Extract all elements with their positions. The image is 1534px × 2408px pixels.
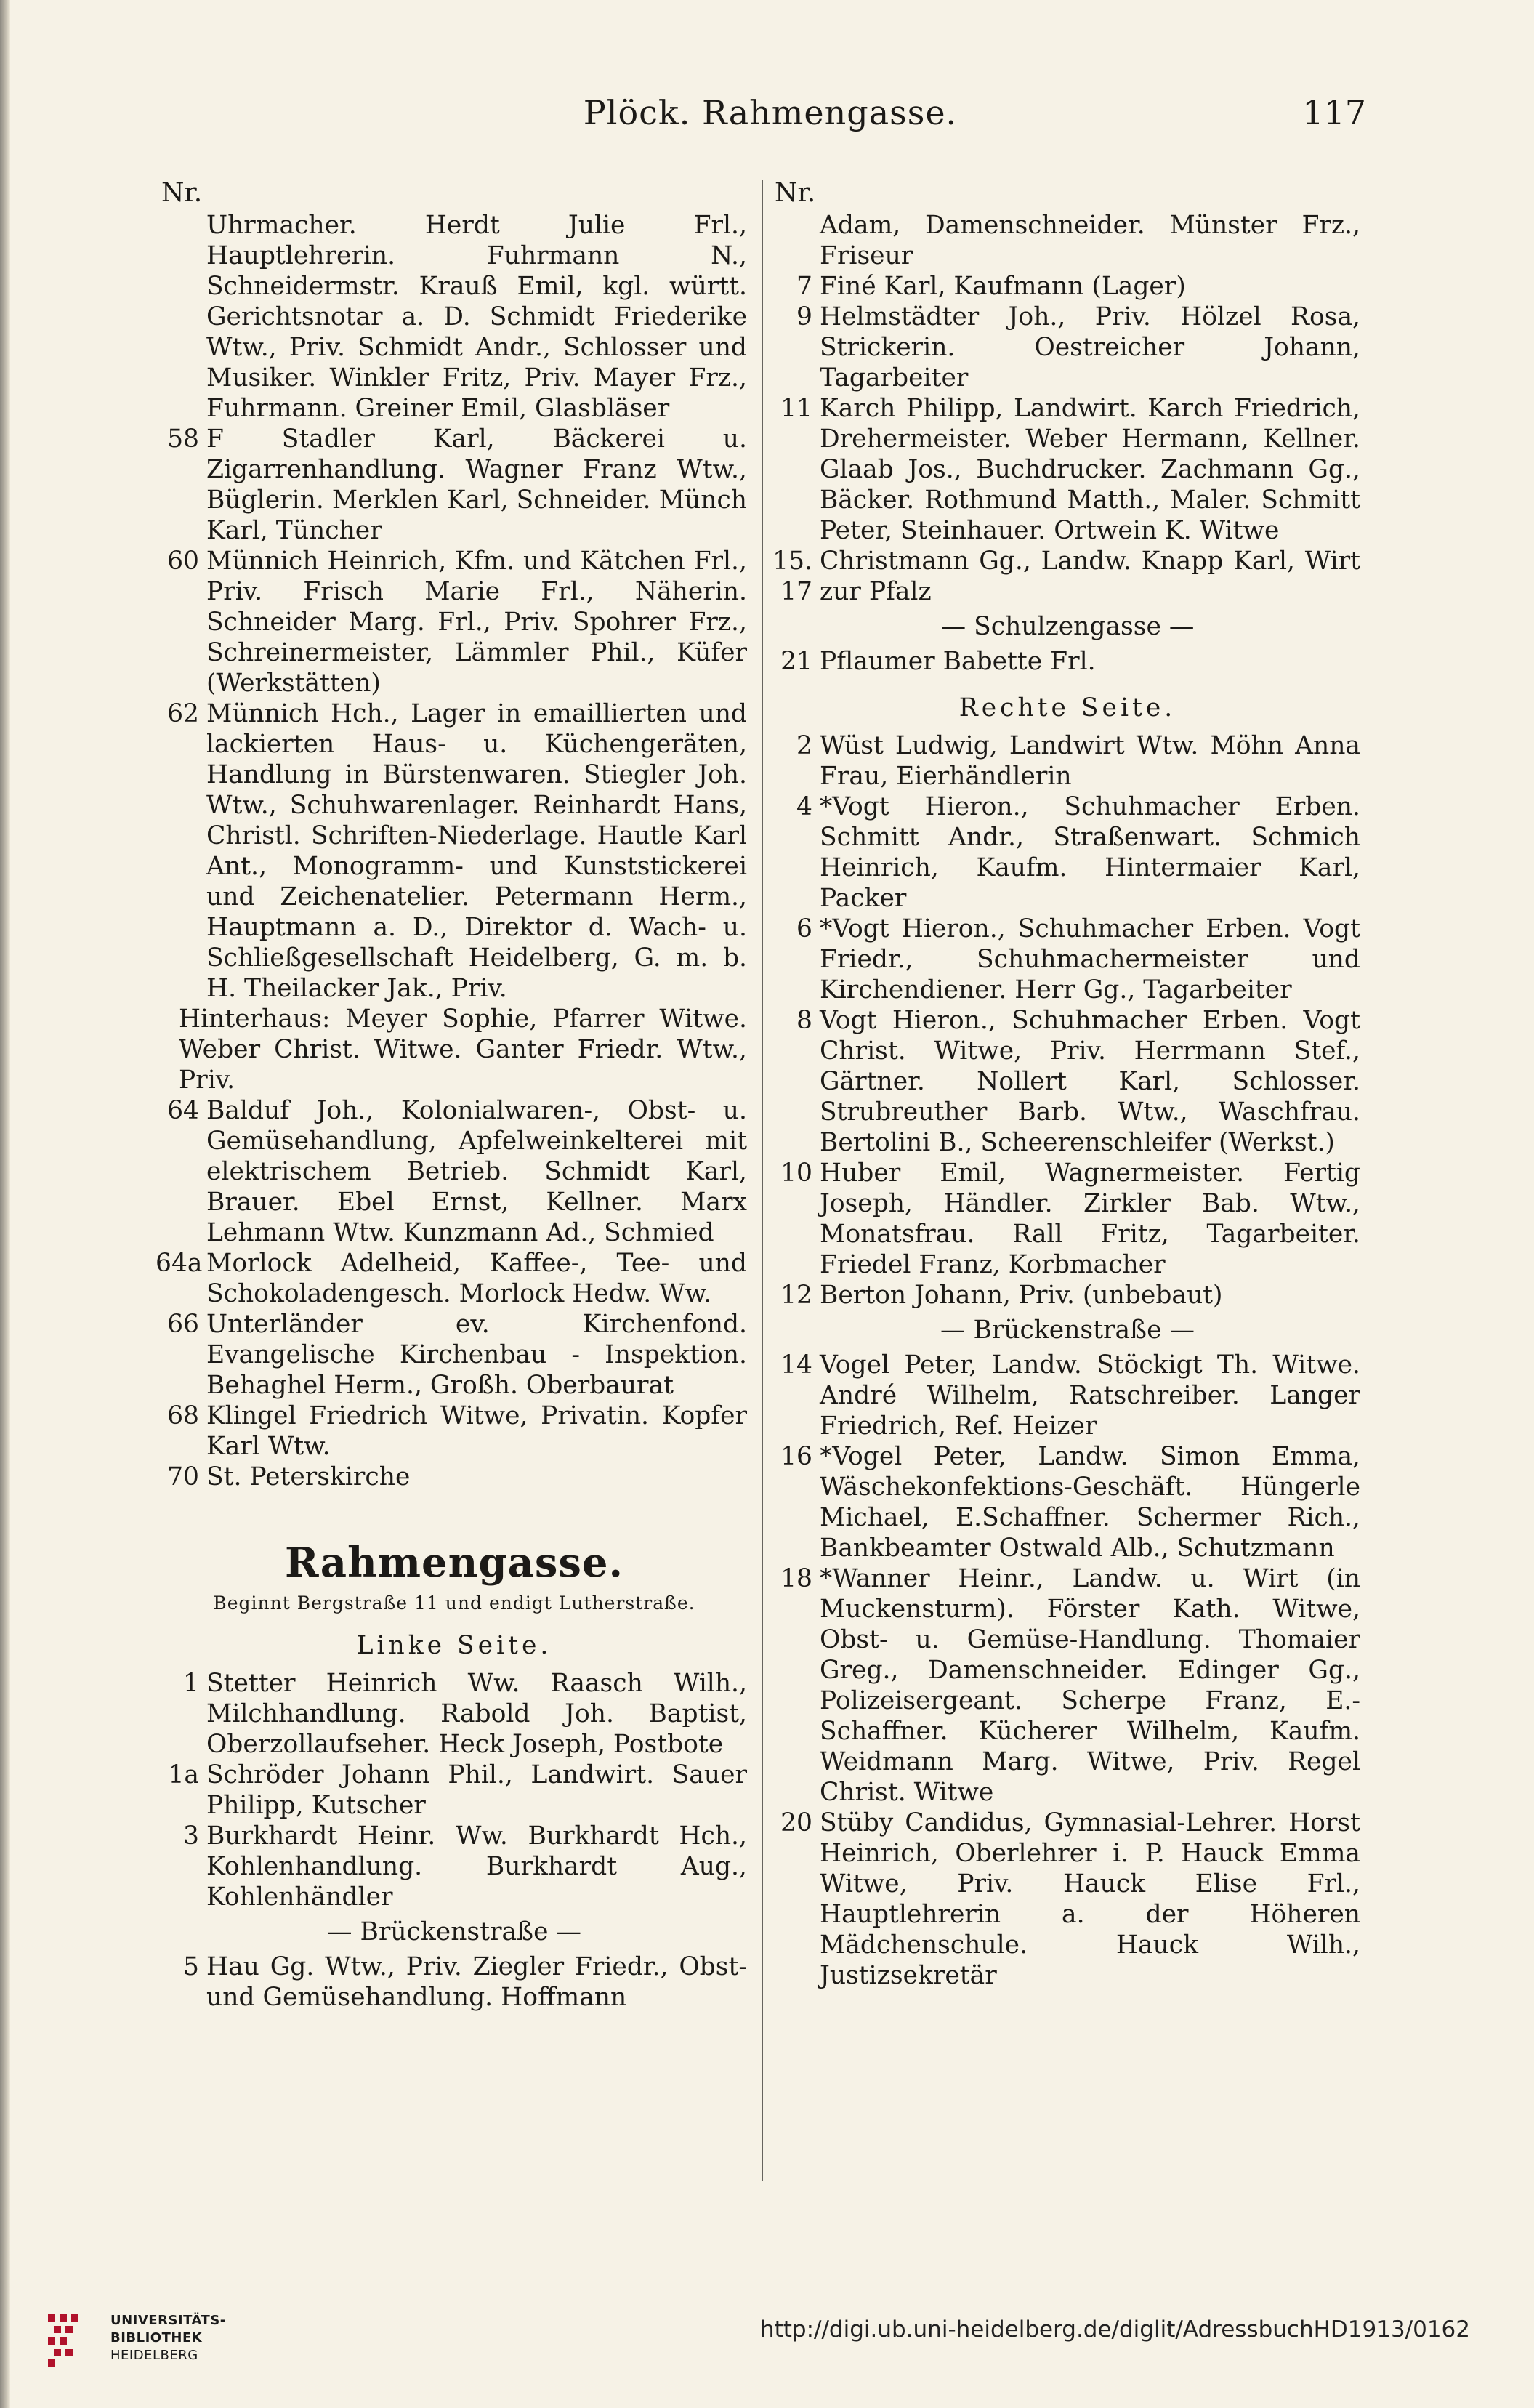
house-number: 3: [183, 1821, 199, 1851]
resident-text: Karch Philipp, Landwirt. Karch Friedrich, Drehermeister. Weber Hermann, Kellner. Glaab Jos., Buchdrucker. Zachmann Gg., Bäcker. Rothmund Matth., Maler. Schmitt Peter, Steinhauer. Ortwein K. Witwe: [820, 394, 1360, 545]
resident-text: Stüby Candidus, Gymnasial-Lehrer. Horst Heinrich, Oberlehrer i. P. Hauck Emma Witwe, Priv. Hauck Elise Frl., Hauptlehrerin a. der Höheren Mädchenschule. Hauck Wilh., Justizsekretär: [820, 1808, 1360, 1990]
house-number: 70: [167, 1462, 199, 1491]
address-entry: [775, 1563, 1360, 1808]
address-entry: [775, 1280, 1360, 1310]
entry-list: [775, 646, 1360, 677]
house-number: 58: [167, 424, 199, 454]
address-entry: [775, 1808, 1360, 1991]
resident-text: Finé Karl, Kaufmann (Lager): [820, 272, 1186, 301]
resident-text: Hau Gg. Wtw., Priv. Ziegler Friedr., Obst- und Gemüsehandlung. Hoffmann: [206, 1952, 747, 2012]
address-entry: [775, 730, 1360, 792]
running-title: Plöck. Rahmengasse.: [583, 93, 958, 132]
library-line: UNIVERSITÄTS-: [110, 2313, 226, 2328]
house-number: 21: [780, 647, 812, 676]
library-logo-icon: [45, 2311, 103, 2369]
resident-text: Berton Johann, Priv. (unbebaut): [820, 1281, 1223, 1310]
resident-text: Vogel Peter, Landw. Stöckigt Th. Witwe. André Wilhelm, Ratschreiber. Langer Friedrich, Ref. Heizer: [820, 1350, 1360, 1441]
section-title: Rahmengasse.: [284, 1539, 624, 1587]
house-number: 62: [167, 699, 199, 728]
library-line: BIBLIOTHEK: [110, 2330, 203, 2345]
house-number: 7: [796, 272, 812, 301]
library-line: HEIDELBERG: [110, 2348, 198, 2363]
house-number: 8: [796, 1006, 812, 1035]
page-header: [174, 93, 1366, 144]
source-url[interactable]: http://digi.ub.uni-heidelberg.de/diglit/AdressbuchHD1913/0162: [759, 2316, 1470, 2343]
entry-list: [161, 424, 747, 1004]
address-entry: [775, 271, 1360, 302]
resident-text: Schröder Johann Phil., Landwirt. Sauer Philipp, Kutscher: [206, 1760, 747, 1820]
resident-text: Burkhardt Heinr. Ww. Burkhardt Hch., Kohlenhandlung. Burkhardt Aug., Kohlenhändler: [206, 1821, 747, 1912]
address-entry: [775, 646, 1360, 677]
address-entry: [775, 1005, 1360, 1158]
house-number: 9: [796, 302, 812, 331]
house-number: 60: [167, 547, 199, 576]
address-entry: [161, 424, 747, 546]
address-entry: [161, 1309, 747, 1401]
side-heading: Linke Seite.: [356, 1631, 552, 1660]
cross-street: — Brückenstraße —: [327, 1917, 581, 1946]
address-entry: [161, 1095, 747, 1248]
resident-text: Helmstädter Joh., Priv. Hölzel Rosa, Strickerin. Oestreicher Johann, Tagarbeiter: [820, 302, 1360, 392]
house-number: 11: [780, 394, 812, 423]
house-number: 12: [780, 1281, 812, 1310]
scan-page-edge: [0, 0, 10, 2408]
address-entry: [775, 1441, 1360, 1563]
address-entry: [775, 393, 1360, 546]
nr-heading: Nr.: [775, 178, 816, 208]
address-entry: [161, 1760, 747, 1821]
resident-text: Balduf Joh., Kolonialwaren-, Obst- u. Gemüsehandlung, Apfelweinkelterei mit elektrischem Betrieb. Schmidt Karl, Brauer. Ebel Ernst, Kellner. Marx Lehmann Wtw. Kunzmann Ad., Schmied: [206, 1096, 747, 1247]
house-number: 66: [167, 1310, 199, 1339]
house-number: 14: [780, 1350, 812, 1380]
address-entry: [161, 1952, 747, 2013]
resident-text: Klingel Friedrich Witwe, Privatin. Kopfer Karl Wtw.: [206, 1401, 747, 1461]
house-number: 15. 17: [772, 547, 812, 606]
address-entry: [775, 792, 1360, 914]
resident-text: *Vogt Hieron., Schuhmacher Erben. Vogt Friedr., Schuhmachermeister und Kirchendiener. Herr Gg., Tagarbeiter: [820, 914, 1360, 1004]
resident-text: St. Peterskirche: [206, 1462, 411, 1491]
address-entry: [161, 1668, 747, 1760]
cross-street: — Brückenstraße —: [940, 1316, 1195, 1345]
house-number: 4: [796, 792, 812, 821]
nr-heading: Nr.: [161, 178, 203, 208]
address-entry: [156, 1248, 747, 1309]
cross-street: — Schulzengasse —: [940, 612, 1195, 641]
page-number: 117: [1302, 93, 1366, 132]
house-number: 2: [796, 731, 812, 760]
house-number: 64: [167, 1096, 199, 1125]
resident-text: F Stadler Karl, Bäckerei u. Zigarrenhandlung. Wagner Franz Wtw., Büglerin. Merklen Karl, Schneider. Münch Karl, Tüncher: [206, 424, 747, 545]
hinterhaus-entry: Hinterhaus: Meyer Sophie, Pfarrer Witwe. Weber Christ. Witwe. Ganter Friedr. Wtw., Priv.: [179, 1004, 747, 1095]
house-number: 20: [780, 1808, 812, 1837]
house-number: 5: [183, 1952, 199, 1981]
entry-list: [161, 1668, 747, 1912]
resident-text: Stetter Heinrich Ww. Raasch Wilh., Milchhandlung. Rabold Joh. Baptist, Oberzollaufseher. Heck Joseph, Postbote: [206, 1669, 747, 1759]
resident-text: Unterländer ev. Kirchenfond. Evangelische Kirchenbau - Inspektion. Behaghel Herm., Großh. Oberbaurat: [206, 1310, 747, 1400]
resident-text: Wüst Ludwig, Landwirt Wtw. Möhn Anna Frau, Eierhändlerin: [820, 731, 1360, 791]
resident-text: *Wanner Heinr., Landw. u. Wirt (in Muckensturm). Förster Kath. Witwe, Obst- u. Gemüse-Handlung. Thomaier Greg., Damenschneider. Edinger Gg., Polizeisergeant. Scherpe Franz, E.-Schaffner. Kücherer Wilhelm, Kaufm. Weidmann Marg. Witwe, Priv. Regel Christ. Witwe: [820, 1564, 1360, 1807]
address-entry: [161, 1401, 747, 1462]
address-entry: [161, 1462, 747, 1492]
address-entry: [775, 914, 1360, 1005]
entry-list: [775, 1350, 1360, 1991]
house-number: 68: [167, 1401, 199, 1430]
address-entry: [775, 302, 1360, 393]
left-column: [156, 178, 747, 2213]
resident-text: Christmann Gg., Landw. Knapp Karl, Wirt zur Pfalz: [820, 547, 1360, 606]
house-number: 1a: [168, 1760, 199, 1789]
continuation-text: Uhrmacher. Herdt Julie Frl., Hauptlehrerin. Fuhrmann N., Schneidermstr. Krauß Emil, kgl. württ. Gerichtsnotar a. D. Schmidt Friederike Wtw., Priv. Schmidt Andr., Schlosser und Musiker. Winkler Fritz, Priv. Mayer Frz., Fuhrmann. Greiner Emil, Glasbläser: [206, 211, 747, 423]
entry-list: [775, 730, 1360, 1310]
address-entry: [772, 546, 1360, 607]
resident-text: *Vogt Hieron., Schuhmacher Erben. Schmitt Andr., Straßenwart. Schmich Heinrich, Kaufm. Hintermaier Karl, Packer: [820, 792, 1360, 913]
column-divider: [762, 180, 763, 2181]
house-number: 6: [796, 914, 812, 943]
address-entry: [161, 698, 747, 1004]
resident-text: Vogt Hieron., Schuhmacher Erben. Vogt Christ. Witwe, Priv. Herrmann Stef., Gärtner. Nollert Karl, Schlosser. Strubreuther Barb. Wtw., Waschfrau. Bertolini B., Scheerenschleifer (Werkst.): [820, 1006, 1360, 1157]
address-entry: [161, 1821, 747, 1912]
library-name: [110, 2312, 226, 2364]
resident-text: Münnich Heinrich, Kfm. und Kätchen Frl., Priv. Frisch Marie Frl., Näherin. Schneider Marg. Frl., Priv. Spohrer Frz., Schreinermeister, Lämmler Phil., Küfer (Werkstätten): [206, 547, 747, 698]
address-entry: [775, 1158, 1360, 1280]
entry-list: [156, 1095, 747, 1492]
resident-text: Morlock Adelheid, Kaffee-, Tee- und Schokoladengesch. Morlock Hedw. Ww.: [206, 1249, 747, 1308]
house-number: 1: [183, 1669, 199, 1698]
house-number: 18: [780, 1564, 812, 1593]
resident-text: *Vogel Peter, Landw. Simon Emma, Wäschekonfektions-Geschäft. Hüngerle Michael, E.Schaffner. Schermer Rich., Bankbeamter Ostwald Alb., Schutzmann: [820, 1442, 1360, 1563]
continuation-text: Adam, Damenschneider. Münster Frz., Friseur: [820, 211, 1360, 270]
right-column: [772, 178, 1360, 2213]
resident-text: Münnich Hch., Lager in emaillierten und lackierten Haus- u. Küchengeräten, Handlung in Bürstenwaren. Stiegler Joh. Wtw., Schuhwarenlager. Reinhardt Hans, Christl. Schriften-Niederlage. Hautle Karl Ant., Monogramm- und Kunststickerei und Zeichenatelier. Petermann Herm., Hauptmann a. D., Direktor d. Wach- u. Schließgesellschaft Heidelberg, G. m. b. H. Theilacker Jak., Priv.: [206, 699, 747, 1003]
address-entry: [775, 1350, 1360, 1441]
entry-list: [772, 271, 1360, 607]
house-number: 64a: [156, 1249, 203, 1278]
section-subtitle: Beginnt Bergstraße 11 und endigt Lutherstraße.: [213, 1592, 695, 1614]
side-heading: Rechte Seite.: [958, 693, 1176, 722]
address-entry: [161, 546, 747, 698]
resident-text: Pflaumer Babette Frl.: [820, 647, 1096, 676]
resident-text: Huber Emil, Wagnermeister. Fertig Joseph, Händler. Zirkler Bab. Wtw., Monatsfrau. Rall Fritz, Tagarbeiter. Friedel Franz, Korbmacher: [820, 1159, 1360, 1279]
house-number: 16: [780, 1442, 812, 1471]
house-number: 10: [780, 1159, 812, 1188]
entry-list: [161, 1952, 747, 2013]
page-footer: [0, 2286, 1534, 2408]
